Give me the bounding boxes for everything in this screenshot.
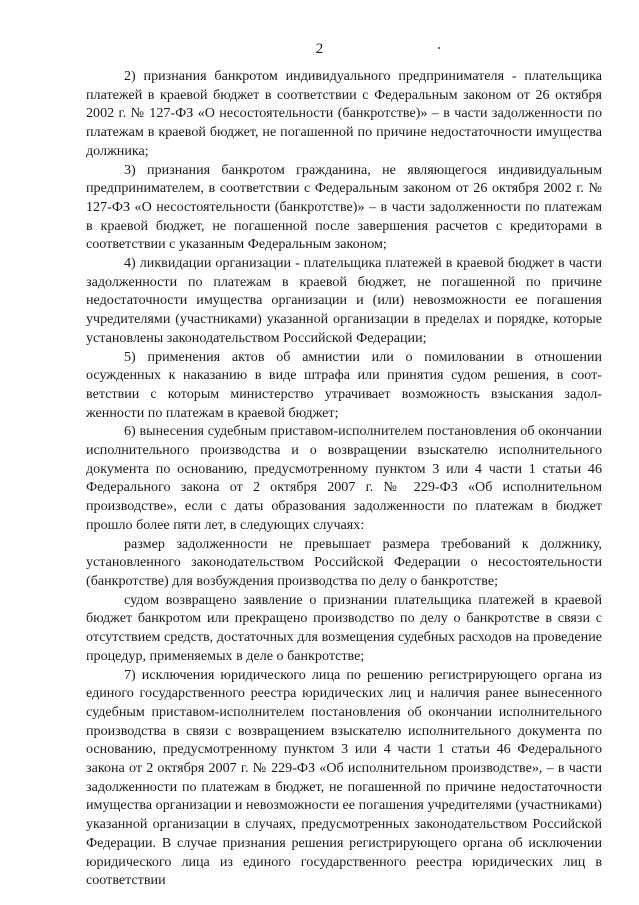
paragraph-subcase-2: судом возвращено заявление о признании плательщика платежей в краевой бюджет банкротом или прекращено производство по делу о банкротстве в связи с отсутствием средств, достаточных для возмещения судебных расходов на проведение процедур, применяемых в деле о банкротстве; — [86, 591, 602, 664]
paragraph-item-4: 4) ликвидации организации - плательщика платежей в краевой бюджет в части задолженности по платежам в краевой бюджет, не погашенной по причине недостаточности имущества организации и (или) невозможности ее погашения учредителями (участниками) указанной организации в пределах и порядке, которые установлены законодательством Российской Федерации; — [86, 255, 602, 346]
paragraph-subcase-1: размер задолженности не превышает размера требований к должнику, установленного законодательством Российской Федерации о несостоятельности (банкротстве) для возбуждения производства по делу о банкротстве; — [86, 535, 602, 589]
paragraph-item-5: 5) применения актов об амнистии или о помиловании в отношении осужденных к наказанию в виде штрафа или принятия судом решения, в соответствии с которым министерство утрачивает возможность взыскания задолженности по платежам в краевой бюджет; — [86, 348, 602, 421]
paragraph-item-7: 7) исключения юридического лица по решению регистрирующего органа из единого государственного реестра юридических лиц и наличия ранее вынесенного судебным приставом-исполнителем постановления об окончании исполнительного производства в связи с возвращением взыскателю исполнительного документа по основанию, предусмотренному пунктом 3 или 4 части 1 статьи 46 Федерального закона от 2 октября 2007 г. № 229-ФЗ «Об исполнительном производстве», – в части задолженности по платежам в бюджет, не погашенной по причине недостаточности имущества организации и невозможности ее погашения учредителями (участниками) указанной организации в случаях, предусмотренных законодательством Российской Федерации. В случае признания решения регистрирующего органа об исключении юридического лица из единого государственного реестра юридических лиц в соответствии — [86, 666, 602, 889]
document-body — [86, 67, 602, 890]
paragraph-item-6: 6) вынесения судебным приставом-исполнителем постановления об окончании исполнительного производства и о возвращении взыскателю исполнительного документа по основанию, предусмотренному пунктом 3 или 4 части 1 статьи 46 Федерального закона от 2 октября 2007 г. № 229-ФЗ «Об исполнительном производстве», если с даты образования задолженности по платежам в бюджет прошло более пяти лет, в следующих случаях: — [86, 423, 602, 533]
page-number: 2 — [315, 41, 324, 57]
paragraph-item-3: 3) признания банкротом гражданина, не являющегося индивидуальным предпринимателем, в соответствии с Федеральным законом от 26 октября 2002 г. № 127-ФЗ «О несостоятельности (банкротстве)» – в части задолженности по платежам в краевой бюджет, не погашенной после завершения расчетов с кредиторами в соответствии с указанным Федеральным законом; — [86, 161, 602, 253]
paragraph-item-2: 2) признания банкротом индивидуального предпринимателя - плательщика платежей в краевой бюджет в соответствии с Федеральным законом от 26 октября 2002 г. № 127-ФЗ «О несостоятельности (банкротстве)» – в части задолженности по платежам в краевой бюджет, не погашенной по причине недостаточности имущества должника; — [86, 68, 602, 159]
